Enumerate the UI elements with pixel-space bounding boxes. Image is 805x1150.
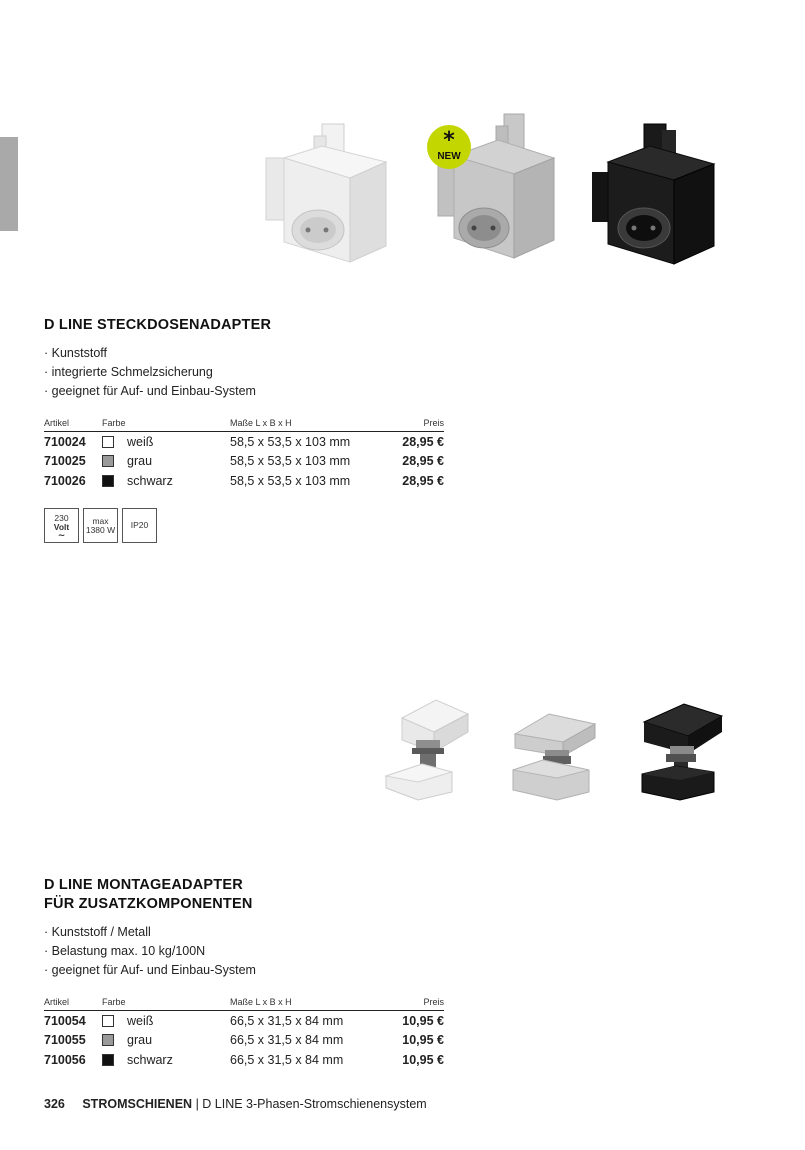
table-row (44, 432, 444, 452)
header-dimensions: Maße L x B x H (230, 993, 386, 1011)
color-cell: weiß (102, 1011, 230, 1031)
new-badge (426, 124, 472, 170)
feature-item: · Belastung max. 10 kg/100N (44, 944, 206, 958)
color-cell: grau (102, 1031, 230, 1051)
header-price: Preis (386, 993, 444, 1011)
footer-subtitle: D LINE 3-Phasen-Stromschienensystem (202, 1097, 427, 1111)
feature-item: · geeignet für Auf- und Einbau-System (44, 963, 256, 977)
socket-adapter-white-image (262, 118, 397, 268)
article-number: 710056 (44, 1052, 86, 1067)
voltage-unit: Volt (53, 521, 70, 532)
price-cell: 28,95 € (402, 473, 444, 488)
price-cell: 28,95 € (402, 434, 444, 449)
header-dimensions: Maße L x B x H (230, 414, 389, 432)
max-wattage-value: 1380 W (85, 524, 116, 535)
price-cell: 10,95 € (402, 1052, 444, 1067)
new-badge-star-icon: * (443, 128, 455, 153)
article-number: 710054 (44, 1013, 86, 1028)
section-side-tab (0, 137, 18, 231)
price-cell: 10,95 € (402, 1013, 444, 1028)
table-row (44, 452, 444, 472)
spec-icons (44, 508, 157, 543)
max-wattage-icon (83, 508, 118, 543)
feature-list-socket-adapter (44, 344, 256, 401)
color-cell: weiß (102, 432, 230, 452)
color-swatch (102, 436, 114, 448)
dimensions-cell: 66,5 x 31,5 x 84 mm (230, 1013, 344, 1028)
price-cell: 28,95 € (402, 454, 444, 469)
section-title-socket-adapter: D LINE STECKDOSENADAPTER (44, 317, 272, 333)
table-header-row (44, 993, 444, 1011)
header-article: Artikel (44, 414, 102, 432)
feature-item: · integrierte Schmelzsicherung (44, 365, 213, 379)
dimensions-cell: 58,5 x 53,5 x 103 mm (230, 473, 351, 488)
header-color: Farbe (102, 993, 230, 1011)
table-row (44, 1011, 444, 1031)
section-title-mounting-adapter (44, 876, 253, 914)
color-swatch (102, 1015, 114, 1027)
feature-item: · geeignet für Auf- und Einbau-System (44, 384, 256, 398)
color-cell: schwarz (102, 1050, 230, 1070)
feature-list-mounting-adapter (44, 923, 256, 980)
color-swatch (102, 455, 114, 467)
max-label: max (92, 515, 109, 526)
color-swatch (102, 1034, 114, 1046)
socket-adapter-black-image (588, 118, 723, 270)
article-number: 710055 (44, 1033, 86, 1048)
voltage-icon (44, 508, 79, 543)
color-swatch (102, 1054, 114, 1066)
header-article: Artikel (44, 993, 102, 1011)
spec-table-socket-adapter (44, 414, 444, 491)
page-number: 326 (44, 1097, 65, 1111)
title-line: FÜR ZUSATZKOMPONENTEN (44, 896, 253, 912)
price-cell: 10,95 € (402, 1033, 444, 1048)
voltage-value: 230 (54, 512, 69, 523)
footer-section: STROMSCHIENEN (82, 1097, 193, 1111)
title-line: D LINE MONTAGEADAPTER (44, 877, 243, 893)
color-cell: schwarz (102, 471, 230, 491)
dimensions-cell: 66,5 x 31,5 x 84 mm (230, 1033, 344, 1048)
table-row (44, 1050, 444, 1070)
table-row (44, 1031, 444, 1051)
mounting-adapter-grey-image (505, 694, 601, 804)
article-number: 710026 (44, 473, 86, 488)
ip-rating-value: IP20 (130, 520, 149, 530)
mounting-adapter-black-image (630, 692, 726, 804)
color-cell: grau (102, 452, 230, 472)
header-color: Farbe (102, 414, 230, 432)
dimensions-cell: 58,5 x 53,5 x 103 mm (230, 454, 351, 469)
new-badge-label: NEW (437, 151, 461, 162)
wave-icon: ∼ (57, 529, 66, 540)
ip-rating-icon (122, 508, 157, 543)
footer-separator: | (195, 1097, 199, 1111)
feature-item: · Kunststoff / Metall (44, 925, 151, 939)
dimensions-cell: 58,5 x 53,5 x 103 mm (230, 434, 351, 449)
feature-item: · Kunststoff (44, 346, 107, 360)
mounting-adapter-white-image (380, 692, 476, 804)
spec-table-mounting-adapter (44, 993, 444, 1070)
color-swatch (102, 475, 114, 487)
table-row (44, 471, 444, 491)
table-header-row (44, 414, 444, 432)
article-number: 710024 (44, 434, 86, 449)
header-price: Preis (389, 414, 444, 432)
page-footer (44, 1097, 427, 1111)
dimensions-cell: 66,5 x 31,5 x 84 mm (230, 1052, 344, 1067)
article-number: 710025 (44, 454, 86, 469)
